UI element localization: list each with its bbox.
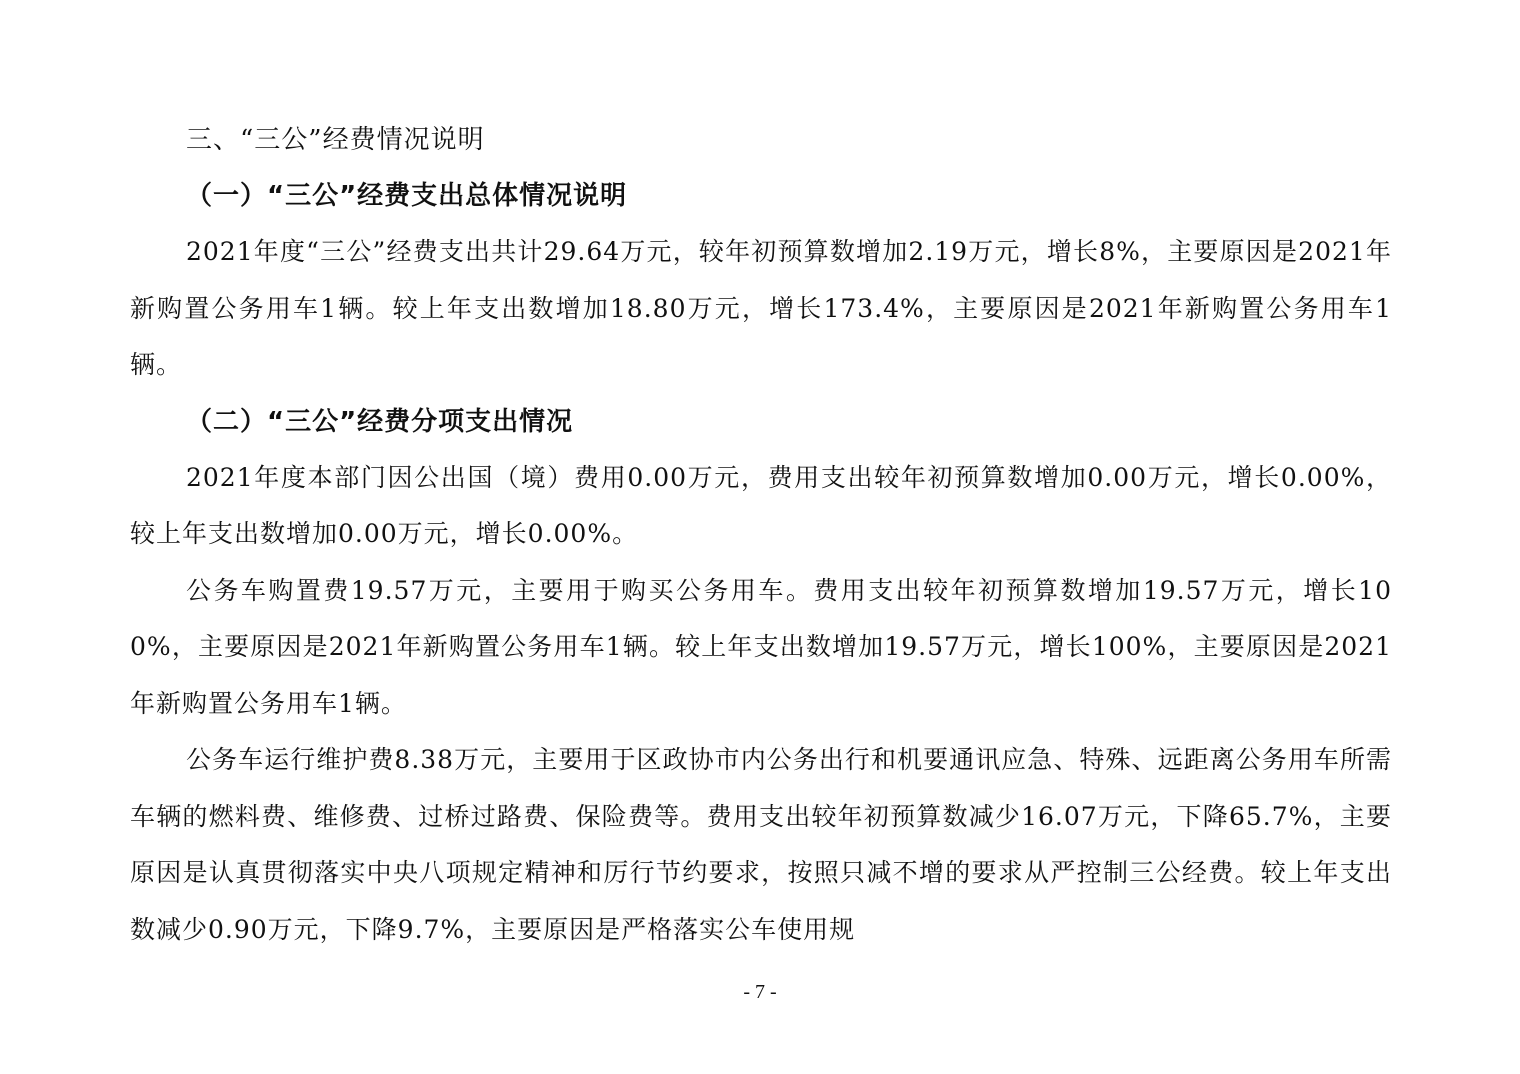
paragraph-vehicle-purchase: 公务车购置费19.57万元，主要用于购买公务用车。费用支出较年初预算数增加19.57万元，增长100%，主要原因是2021年新购置公务用车1辆。较上年支出数增加19.57万元，增长100%，主要原因是2021年新购置公务用车1辆。 xyxy=(130,575,1392,718)
document-body xyxy=(130,112,1392,958)
page-number: - 7 - xyxy=(743,981,777,1003)
paragraph-overseas: 2021年度本部门因公出国（境）费用0.00万元，费用支出较年初预算数增加0.00万元，增长0.00%，较上年支出数增加0.00万元，增长0.00%。 xyxy=(130,462,1392,548)
subsection-title-2: （二）“三公”经费分项支出情况 xyxy=(186,406,574,437)
subsection-title-1: （一）“三公”经费支出总体情况说明 xyxy=(186,181,628,211)
paragraph-vehicle-maintenance: 公务车运行维护费8.38万元，主要用于区政协市内公务出行和机要通讯应急、特殊、远距离公务用车所需车辆的燃料费、维修费、过桥过路费、保险费等。费用支出较年初预算数减少16.07万元，下降65.7%，主要原因是认真贯彻落实中央八项规定精神和厉行节约要求，按照只减不增的要求从严控制三公经费。较上年支出数减少0.90万元，下降9.7%，主要原因是严格落实公车使用规 xyxy=(130,745,1392,944)
section-title: 三、“三公”经费情况说明 xyxy=(186,125,485,155)
paragraph-overall: 2021年度“三公”经费支出共计29.64万元，较年初预算数增加2.19万元，增长8%，主要原因是2021年新购置公务用车1辆。较上年支出数增加18.80万元，增长173.4%，主要原因是2021年新购置公务用车1辆。 xyxy=(130,237,1392,379)
